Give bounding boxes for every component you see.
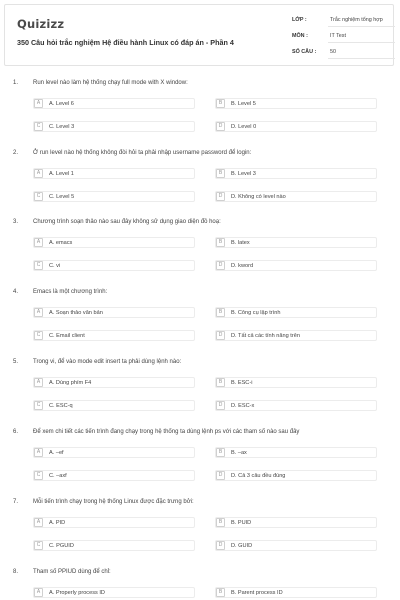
option-text: D. kword [231, 263, 254, 269]
option-text: A. Soạn thảo văn bản [49, 310, 103, 316]
option-c[interactable] [33, 121, 201, 133]
option-letter-badge: A [34, 99, 43, 108]
option-text: A. Level 1 [49, 171, 74, 177]
option-letter-badge: A [34, 308, 43, 317]
meta-subject-label: MÔN : [292, 33, 308, 39]
meta-count-value: 50 [330, 49, 336, 55]
option-text: D. Cả 3 câu đều đúng [231, 473, 286, 479]
option-letter-badge: C [34, 192, 43, 201]
meta-subject-value: IT Test [330, 33, 346, 39]
question-number: 6. [13, 429, 19, 435]
worksheet-title: 350 Câu hỏi trắc nghiệm Hệ điều hành Linux có đáp án - Phần 4 [17, 38, 234, 47]
option-letter-badge: A [34, 518, 43, 527]
option-b[interactable] [215, 98, 383, 110]
option-text: C. ESC-q [49, 403, 73, 409]
option-text: D. ESC-x [231, 403, 255, 409]
option-letter-badge: A [34, 448, 43, 457]
option-a[interactable] [33, 168, 201, 180]
question-number: 1. [13, 80, 19, 86]
option-a[interactable] [33, 237, 201, 249]
option-text: A. Dùng phím F4 [49, 380, 92, 386]
option-a[interactable] [33, 447, 201, 459]
worksheet-header [4, 4, 394, 66]
option-letter-badge: B [216, 588, 225, 597]
option-letter-badge: D [216, 122, 225, 131]
option-text: C. PGUID [49, 543, 74, 549]
option-b[interactable] [215, 307, 383, 319]
question-number: 8. [13, 569, 19, 575]
question-text: Mỗi tiến trình chạy trong hệ thống Linux được đặc trưng bởi: [33, 499, 194, 505]
option-a[interactable] [33, 98, 201, 110]
meta-count-underline [328, 58, 395, 59]
option-letter-badge: D [216, 541, 225, 550]
option-b[interactable] [215, 447, 383, 459]
option-b[interactable] [215, 587, 383, 599]
meta-class-value: Trắc nghiệm tổng hợp [330, 17, 383, 23]
option-text: B. latex [231, 240, 250, 246]
option-text: A. –ef [49, 450, 64, 456]
meta-subject-underline [328, 42, 395, 43]
option-text: D. GUID [231, 543, 253, 549]
option-b[interactable] [215, 168, 383, 180]
meta-count-label: SỐ CÂU : [292, 49, 317, 55]
option-letter-badge: D [216, 192, 225, 201]
option-d[interactable] [215, 400, 383, 412]
question-text: Trong vi, để vào mode edit insert ta phải dùng lệnh nào: [33, 359, 182, 365]
option-b[interactable] [215, 517, 383, 529]
option-a[interactable] [33, 307, 201, 319]
option-letter-badge: A [34, 238, 43, 247]
option-letter-badge: C [34, 122, 43, 131]
option-text: C. vi [49, 263, 61, 269]
option-letter-badge: C [34, 261, 43, 270]
option-text: C. Email client [49, 333, 85, 339]
question-text: Để xem chi tiết các tiến trình đang chạy trong hệ thống ta dùng lệnh ps với các tham số nào sau đây [33, 429, 300, 435]
option-b[interactable] [215, 237, 383, 249]
option-d[interactable] [215, 330, 383, 342]
option-text: C. –axf [49, 473, 67, 479]
question-text: Chương trình soạn thảo nào sau đây không sử dụng giao diện đồ hoạ: [33, 219, 221, 225]
option-c[interactable] [33, 540, 201, 552]
question-number: 5. [13, 359, 19, 365]
option-c[interactable] [33, 191, 201, 203]
option-c[interactable] [33, 470, 201, 482]
option-text: A. emacs [49, 240, 73, 246]
option-letter-badge: D [216, 261, 225, 270]
option-letter-badge: B [216, 378, 225, 387]
option-letter-badge: C [34, 331, 43, 340]
option-text: B. –ax [231, 450, 247, 456]
option-text: B. ESC-i [231, 380, 253, 386]
option-a[interactable] [33, 587, 201, 599]
option-letter-badge: B [216, 448, 225, 457]
option-letter-badge: B [216, 238, 225, 247]
option-letter-badge: B [216, 169, 225, 178]
option-d[interactable] [215, 470, 383, 482]
option-c[interactable] [33, 400, 201, 412]
option-b[interactable] [215, 377, 383, 389]
option-c[interactable] [33, 330, 201, 342]
question-number: 4. [13, 289, 19, 295]
option-d[interactable] [215, 540, 383, 552]
option-text: B. Level 3 [231, 171, 256, 177]
option-letter-badge: A [34, 169, 43, 178]
quizizz-logo: Quizizz [17, 17, 65, 31]
option-letter-badge: D [216, 471, 225, 480]
question-text: Run level nào làm hệ thống chạy full mode with X window: [33, 80, 188, 86]
option-d[interactable] [215, 121, 383, 133]
option-text: D. Không có level nào [231, 194, 286, 200]
option-text: D. Tất cả các tính năng trên [231, 333, 300, 339]
option-letter-badge: C [34, 471, 43, 480]
option-text: A. PID [49, 520, 66, 526]
option-letter-badge: D [216, 401, 225, 410]
option-text: A. Properly process ID [49, 590, 105, 596]
option-text: C. Level 3 [49, 124, 75, 130]
question-number: 7. [13, 499, 19, 505]
option-a[interactable] [33, 377, 201, 389]
question-text: Tham số PPIUD dùng để chỉ: [33, 569, 111, 575]
option-text: B. PUID [231, 520, 252, 526]
option-text: A. Level 6 [49, 101, 74, 107]
option-text: B. Level 5 [231, 101, 256, 107]
option-text: B. Parent process ID [231, 590, 283, 596]
meta-class-underline [328, 26, 395, 27]
option-letter-badge: C [34, 401, 43, 410]
option-text: C. Level 5 [49, 194, 75, 200]
question-text: Emacs là một chương trình: [33, 289, 108, 295]
option-letter-badge: A [34, 588, 43, 597]
option-letter-badge: B [216, 99, 225, 108]
question-number: 2. [13, 150, 19, 156]
option-c[interactable] [33, 260, 201, 272]
option-letter-badge: B [216, 518, 225, 527]
question-number: 3. [13, 219, 19, 225]
option-letter-badge: B [216, 308, 225, 317]
meta-class-label: LỚP : [292, 17, 307, 23]
option-a[interactable] [33, 517, 201, 529]
option-letter-badge: A [34, 378, 43, 387]
option-text: D. Level 0 [231, 124, 257, 130]
question-text: Ở run level nào hệ thống không đòi hỏi ta phải nhập username password để login: [33, 150, 252, 156]
option-d[interactable] [215, 260, 383, 272]
option-letter-badge: D [216, 331, 225, 340]
option-text: B. Công cụ lập trình [231, 310, 281, 316]
option-letter-badge: C [34, 541, 43, 550]
option-d[interactable] [215, 191, 383, 203]
